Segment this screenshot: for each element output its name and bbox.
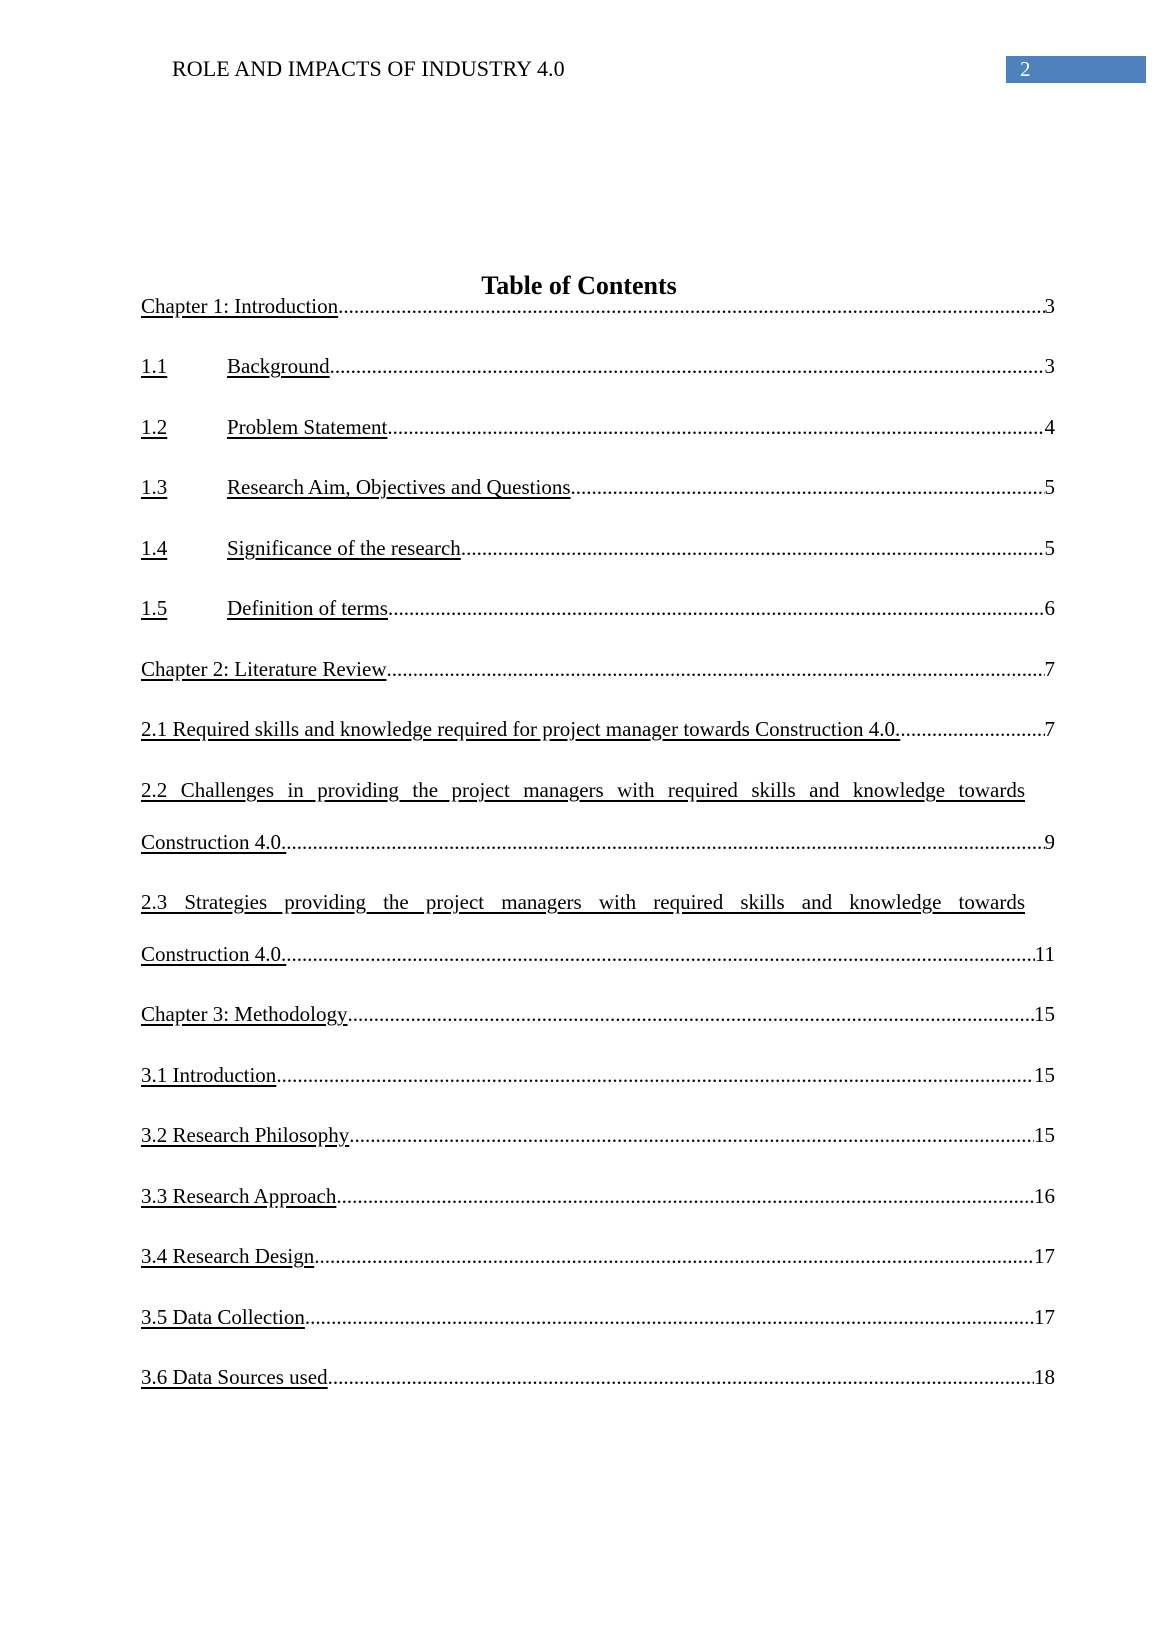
toc-entry[interactable] [141, 999, 1055, 1029]
toc-entry-number[interactable]: 1.2 [141, 415, 168, 439]
toc-entry[interactable] [141, 1241, 1055, 1271]
toc-leader-dots [286, 827, 1044, 857]
toc-leader-dots [388, 593, 1045, 623]
toc-entry-page: 17 [1034, 1244, 1055, 1268]
toc-entry-text[interactable] [141, 939, 286, 969]
toc-entry-title[interactable]: Chapter 2: Literature Review [141, 657, 387, 681]
toc-entry[interactable] [141, 654, 1055, 684]
running-header-title: ROLE AND IMPACTS OF INDUSTRY 4.0 [172, 56, 565, 81]
toc-entry-page: 4 [1044, 415, 1055, 439]
toc-entry[interactable] [141, 775, 1055, 857]
toc-entry-text[interactable] [141, 827, 286, 857]
toc-entry-title[interactable]: 3.4 Research Design [141, 1244, 315, 1268]
toc-entry-text[interactable] [141, 1362, 328, 1392]
toc-entry-page: 18 [1034, 1365, 1055, 1389]
toc-leader-dots [314, 1241, 1034, 1271]
toc-entry-text[interactable] [141, 472, 571, 502]
toc-entry-text[interactable] [141, 412, 387, 442]
toc-leader-dots [347, 999, 1034, 1029]
toc-leader-dots [338, 291, 1044, 321]
toc-entry[interactable] [141, 1060, 1055, 1090]
toc-entry[interactable] [141, 593, 1055, 623]
toc-entry-number[interactable]: 1.4 [141, 536, 168, 560]
toc-entry-title[interactable]: Significance of the research [227, 536, 461, 560]
toc-entry[interactable] [141, 1181, 1055, 1211]
toc-entry[interactable] [141, 412, 1055, 442]
toc-entry-page: 15 [1034, 1063, 1055, 1087]
toc-entry-title[interactable]: 3.1 Introduction [141, 1063, 277, 1087]
toc-entry-page: 3 [1044, 354, 1055, 378]
toc-leader-dots [461, 533, 1045, 563]
toc-entry-title[interactable]: Construction 4.0. [141, 942, 287, 966]
toc-entry-number[interactable]: 1.1 [141, 354, 168, 378]
toc-entry-text[interactable] [141, 1120, 349, 1150]
toc-entry-title[interactable]: Chapter 3: Methodology [141, 1002, 348, 1026]
toc-leader-dots [387, 412, 1044, 442]
toc-leader-dots [330, 351, 1045, 381]
toc-entry-page: 3 [1044, 294, 1055, 318]
toc-entry-page: 5 [1044, 536, 1055, 560]
toc-entry-title[interactable]: 3.2 Research Philosophy [141, 1123, 350, 1147]
toc-entry-text[interactable] [141, 1181, 336, 1211]
toc-leader-dots [349, 1120, 1034, 1150]
toc-leader-dots [286, 939, 1035, 969]
toc-entry[interactable] [141, 291, 1055, 321]
toc-entry[interactable] [141, 1362, 1055, 1392]
toc-entry[interactable] [141, 887, 1055, 969]
toc-entry-page: 5 [1044, 475, 1055, 499]
toc-entry-page: 9 [1044, 830, 1055, 854]
toc-entry-page: 7 [1044, 657, 1055, 681]
toc-entry-title[interactable]: 3.6 Data Sources used [141, 1365, 328, 1389]
toc-leader-dots [276, 1060, 1034, 1090]
toc-entry-text[interactable] [141, 533, 461, 563]
toc-entry-text[interactable] [141, 714, 900, 744]
toc-entry[interactable] [141, 1302, 1055, 1332]
toc-entry-title[interactable]: Problem Statement [227, 415, 388, 439]
toc-leader-dots [571, 472, 1045, 502]
toc-leader-dots [328, 1362, 1034, 1392]
toc-entry-text-line1[interactable]: 2.2 Challenges in providing the project managers with required skills and knowledge towards [141, 778, 1025, 802]
toc-entry-page: 6 [1044, 596, 1055, 620]
toc-entry-title[interactable]: Definition of terms [227, 596, 388, 620]
toc-entry[interactable] [141, 1120, 1055, 1150]
toc-entry-text[interactable] [141, 593, 388, 623]
toc-entry-text-line1[interactable]: 2.3 Strategies providing the project managers with required skills and knowledge towards [141, 890, 1025, 914]
toc-leader-dots [900, 714, 1044, 744]
toc-entry-title[interactable]: 3.5 Data Collection [141, 1305, 305, 1329]
toc-leader-dots [305, 1302, 1034, 1332]
toc-entry[interactable] [141, 714, 1055, 744]
toc-leader-dots [336, 1181, 1034, 1211]
toc-entry-text[interactable] [141, 1060, 276, 1090]
toc-entry-title[interactable]: 3.3 Research Approach [141, 1184, 337, 1208]
toc-entry-title[interactable]: Construction 4.0. [141, 830, 287, 854]
toc-entry-text[interactable] [141, 291, 338, 321]
toc-entry-number[interactable]: 1.5 [141, 596, 168, 620]
toc-entry-text[interactable] [141, 654, 387, 684]
toc-entry-page: 7 [1044, 717, 1055, 741]
toc-entry-page: 15 [1034, 1002, 1055, 1026]
toc-leader-dots [387, 654, 1045, 684]
toc-heading: Table of Contents [481, 271, 677, 300]
page-number-badge: 2 [1006, 56, 1146, 83]
toc-entry[interactable] [141, 351, 1055, 381]
toc-entry-text[interactable] [141, 351, 330, 381]
toc-entry-text[interactable] [141, 1302, 305, 1332]
toc-entry-page: 16 [1034, 1184, 1055, 1208]
toc-entry-title[interactable]: Research Aim, Objectives and Questions [227, 475, 571, 499]
toc-entry-title[interactable]: Chapter 1: Introduction [141, 294, 339, 318]
toc-entry[interactable] [141, 533, 1055, 563]
toc-entry-number[interactable]: 1.3 [141, 475, 168, 499]
toc-entry-text[interactable] [141, 1241, 314, 1271]
toc-entry-title[interactable]: Background [227, 354, 330, 378]
toc-entry-text[interactable] [141, 999, 347, 1029]
toc-entry-page: 15 [1034, 1123, 1055, 1147]
toc-entry[interactable] [141, 472, 1055, 502]
toc-entry-title[interactable]: 2.1 Required skills and knowledge required for project manager towards Construction 4.0. [141, 717, 901, 741]
toc-entry-page: 17 [1034, 1305, 1055, 1329]
toc-entry-page: 11 [1034, 942, 1055, 966]
